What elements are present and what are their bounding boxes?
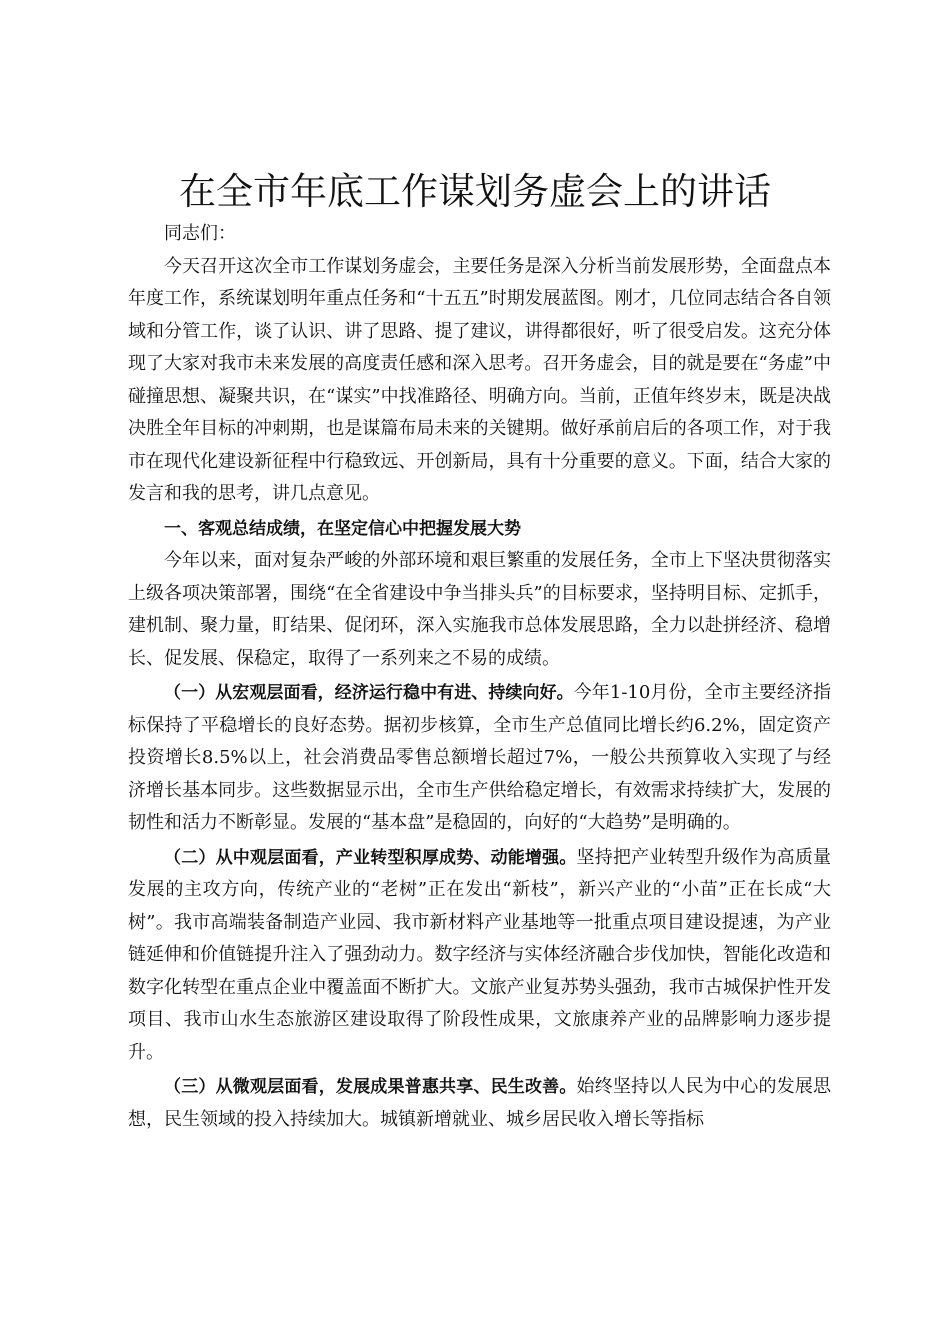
micro-lead: （三）从微观层面看，发展成果普惠共享、民生改善。 <box>164 1077 577 1097</box>
page-title: 在全市年底工作谋划务虚会上的讲话 <box>179 170 771 213</box>
intro-paragraph: 今天召开这次全市工作谋划务虚会，主要任务是深入分析当前发展形势，全面盘点本年度工作，系统谋划明年重点任务和“十五五”时期发展蓝图。刚才，几位同志结合各自领域和分管工作，谈了认识、讲了思路、提了建议，讲得都很好，听了很受启发。这充分体现了大家对我市未来发展的高度责任感和深入思考。召开务虚会，目的就是要在“务虚”中碰撞思想、凝聚共识，在“谋实”中找准路径、明确方向。当前，正值年终岁末，既是决战决胜全年目标的冲刺期，也是谋篇布局未来的关键期。做好承前启后的各项工作，对于我市在现代化建设新征程中行稳致远、开创新局，具有十分重要的意义。下面，结合大家的发言和我的思考，讲几点意见。 <box>128 255 831 504</box>
meso-lead: （二）从中观层面看，产业转型积厚成势、动能增强。 <box>164 847 577 868</box>
macro-paragraph <box>128 677 831 840</box>
micro-paragraph <box>128 1071 831 1136</box>
macro-body: 今年1-10月份，全市主要经济指标保持了平稳增长的良好态势。据初步核算，全市生产总值同比增长约6.2%，固定资产投资增长8.5%以上，社会消费品零售总额增长超过7%，一般公共预算收入实现了与经济增长基本同步。这些数据显示出，全市生产供给稳定增长，有效需求持续扩大，发展的韧性和活力不断彰显。发展的“基本盘”是稳固的，向好的“大趋势”是明确的。 <box>128 682 832 833</box>
document-body <box>128 218 831 1136</box>
section-heading-1: 一、客观总结成绩，在坚定信心中把握发展大势 <box>164 518 521 539</box>
macro-lead: （一）从宏观层面看，经济运行稳中有进、持续向好。 <box>164 683 574 703</box>
meso-paragraph <box>128 842 831 1070</box>
meso-body: 坚持把产业转型升级作为高质量发展的主攻方向，传统产业的“老树”正在发出“新枝”，新兴产业的“小苗”正在长成“大树”。我市高端装备制造产业园、我市新材料产业基地等一批重点项目建设提速，为产业链延伸和价值链提升注入了强劲动力。数字经济与实体经济融合步伐加快，智能化改造和数字化转型在重点企业中覆盖面不断扩大。文旅产业复苏势头强劲，我市古城保护性开发项目、我市山水生态旅游区建设取得了阶段性成果，文旅康养产业的品牌影响力逐步提升。 <box>128 846 832 1063</box>
micro-body: 始终坚持以人民为中心的发展思想，民生领域的投入持续加大。城镇新增就业、城乡居民收入增长等指标 <box>128 1076 832 1130</box>
salutation: 同志们： <box>164 223 236 244</box>
section-1-paragraph: 今年以来，面对复杂严峻的外部环境和艰巨繁重的发展任务，全市上下坚决贯彻落实上级各项决策部署，围绕“在全省建设中争当排头兵”的目标要求，坚持明目标、定抓手，建机制、聚力量，盯结果、促闭环，深入实施我市总体发展思路，全力以赴拼经济、稳增长、促发展、保稳定，取得了一系列来之不易的成绩。 <box>128 550 831 669</box>
